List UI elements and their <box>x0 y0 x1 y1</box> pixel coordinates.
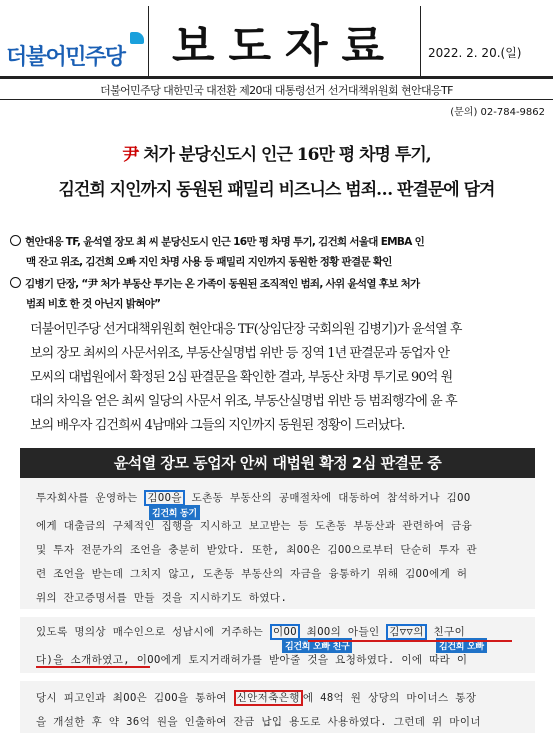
annotation-tag-brother-friend: 김건희 오빠 친구 <box>282 638 352 653</box>
excerpt-line-7 <box>36 652 467 667</box>
bullet-circle-icon <box>10 235 21 246</box>
highlight-brother-box: 김▽▽의 <box>386 624 427 640</box>
summary-bullet-2-line-2: 범죄 비호 한 것 아닌지 밝혀야” <box>26 298 161 310</box>
press-release-header <box>0 0 553 118</box>
bullet-circle-icon <box>10 277 21 288</box>
body-line: 보의 배우자 김건희씨 4남매와 그들의 지인까지 동원된 정황이 드러났다. <box>30 418 405 433</box>
excerpt-line-4: 련 조언을 받는데 그치지 않고, 도촌동 부동산의 자금을 융통하기 위해 김OO에게 허 <box>36 568 468 580</box>
highlight-bank-box: 신안저축은행 <box>234 690 303 706</box>
excerpt-separator <box>20 673 535 681</box>
header-divider-left <box>148 6 149 76</box>
excerpt-line-9: 을 개설한 후 약 36억 원을 인출하여 잔금 납입 용도로 사용하였다. 그런데 위 마이너 <box>36 716 481 728</box>
excerpt-separator <box>20 609 535 617</box>
body-line: 모씨의 대법원에서 확정된 2심 판결문을 확인한 결과, 부동산 차명 투기로 90억 원 <box>30 370 453 385</box>
headline-line-2: 김건희 지인까지 동원된 패밀리 비즈니스 범죄… 판결문에 담겨 <box>58 180 495 200</box>
header-divider-right <box>420 6 421 76</box>
excerpt-text: 이OO에게 토지거래허가를 받아줄 것을 요청하였다. 이에 따라 이 <box>129 654 468 666</box>
body-line: 더불어민주당 선거대책위원회 현안대응 TF(상임단장 국회의원 김병기)가 윤석열 후 <box>30 322 462 337</box>
excerpt-line-5: 위의 잔고증명서를 만들 것을 지시하기도 하였다. <box>36 592 288 604</box>
highlight-kim-box: 김OO을 <box>144 490 185 506</box>
excerpt-line-2: 에게 대출금의 구체적인 집행을 지시하고 보고받는 등 도촌동 부동산과 관련하여 금융 <box>36 520 473 532</box>
excerpt-line-1 <box>36 490 471 505</box>
body-line: 대의 차익을 얻은 최씨 일당의 사문서 위조, 부동산실명법 위반 등 범죄행각에 윤 후 <box>30 394 457 409</box>
headline-line-1-text: 처가 분당신도시 인근 16만 평 차명 투기, <box>138 145 431 165</box>
red-underline-2 <box>36 666 150 668</box>
excerpt-text: 최OO의 아들인 <box>299 626 387 638</box>
summary-bullet-1 <box>10 232 545 272</box>
release-date: 2022. 2. 20.(일) <box>428 46 522 60</box>
party-logo: 더불어민주당 <box>6 45 125 70</box>
excerpt-line-8 <box>36 690 476 705</box>
headline-line-1 <box>0 140 553 165</box>
headline-mark: 尹 <box>122 145 139 165</box>
excerpt-text: 도촌동 부동산의 공매절차에 대동하여 참석하거나 김OO <box>184 492 471 504</box>
header-rule-top <box>0 76 553 79</box>
party-logo-mark <box>130 32 144 44</box>
annotation-tag-classmate: 김건희 동기 <box>149 505 200 520</box>
excerpt-text: 에 48억 원 상당의 마이너스 통장 <box>302 692 477 704</box>
summary-bullet-2 <box>10 274 545 314</box>
excerpt-text: 있도록 명의상 매수인으로 성남시에 거주하는 <box>36 626 270 638</box>
excerpt-line-3: 및 투자 전문가의 조언을 충분히 받았다. 또한, 최OO은 김OO으로부터 단순히 투자 관 <box>36 544 478 556</box>
excerpt-text: 다)을 소개하였고, <box>36 654 130 666</box>
excerpt-banner: 윤석열 장모 동업자 안씨 대법원 확정 2심 판결문 중 <box>20 448 535 478</box>
summary-bullet-1-line-1: 현안대응 TF, 윤석열 장모 최 씨 분당신도시 인근 16만 평 차명 투기, 김건희 서울대 EMBA 인 <box>25 236 425 248</box>
excerpt-text: 당시 피고인과 최OO은 김OO을 통하여 <box>36 692 234 704</box>
page-title: 보도자료 <box>171 21 398 72</box>
header-rule-bottom <box>0 99 553 100</box>
summary-bullet-1-line-2: 맥 잔고 위조, 김건희 오빠 지인 차명 사용 등 패밀리 지인까지 동원한 정황 판결문 확인 <box>26 256 392 268</box>
highlight-lee-box: 이OO <box>270 624 300 640</box>
body-paragraph <box>30 318 545 438</box>
organization-line: 더불어민주당 대한민국 대전환 제20대 대통령선거 선거대책위원회 현안대응TF <box>100 84 453 97</box>
red-underline-1 <box>308 640 512 642</box>
summary-bullet-2-line-1: 김병기 단장, “尹 처가 부동산 투기는 온 가족이 동원된 조직적인 범죄, 사위 윤석열 후보 처가 <box>25 278 420 290</box>
contact-info: (문의) 02-784-9862 <box>450 107 545 118</box>
court-ruling-excerpt <box>20 478 535 733</box>
annotation-tag-brother: 김건희 오빠 <box>436 638 487 653</box>
excerpt-line-6 <box>36 624 465 639</box>
body-line: 보의 장모 최씨의 사문서위조, 부동산실명법 위반 등 징역 1년 판결문과 동업자 안 <box>30 346 450 361</box>
excerpt-text: 투자회사를 운영하는 <box>36 492 145 504</box>
excerpt-text: 친구이 <box>426 626 466 638</box>
